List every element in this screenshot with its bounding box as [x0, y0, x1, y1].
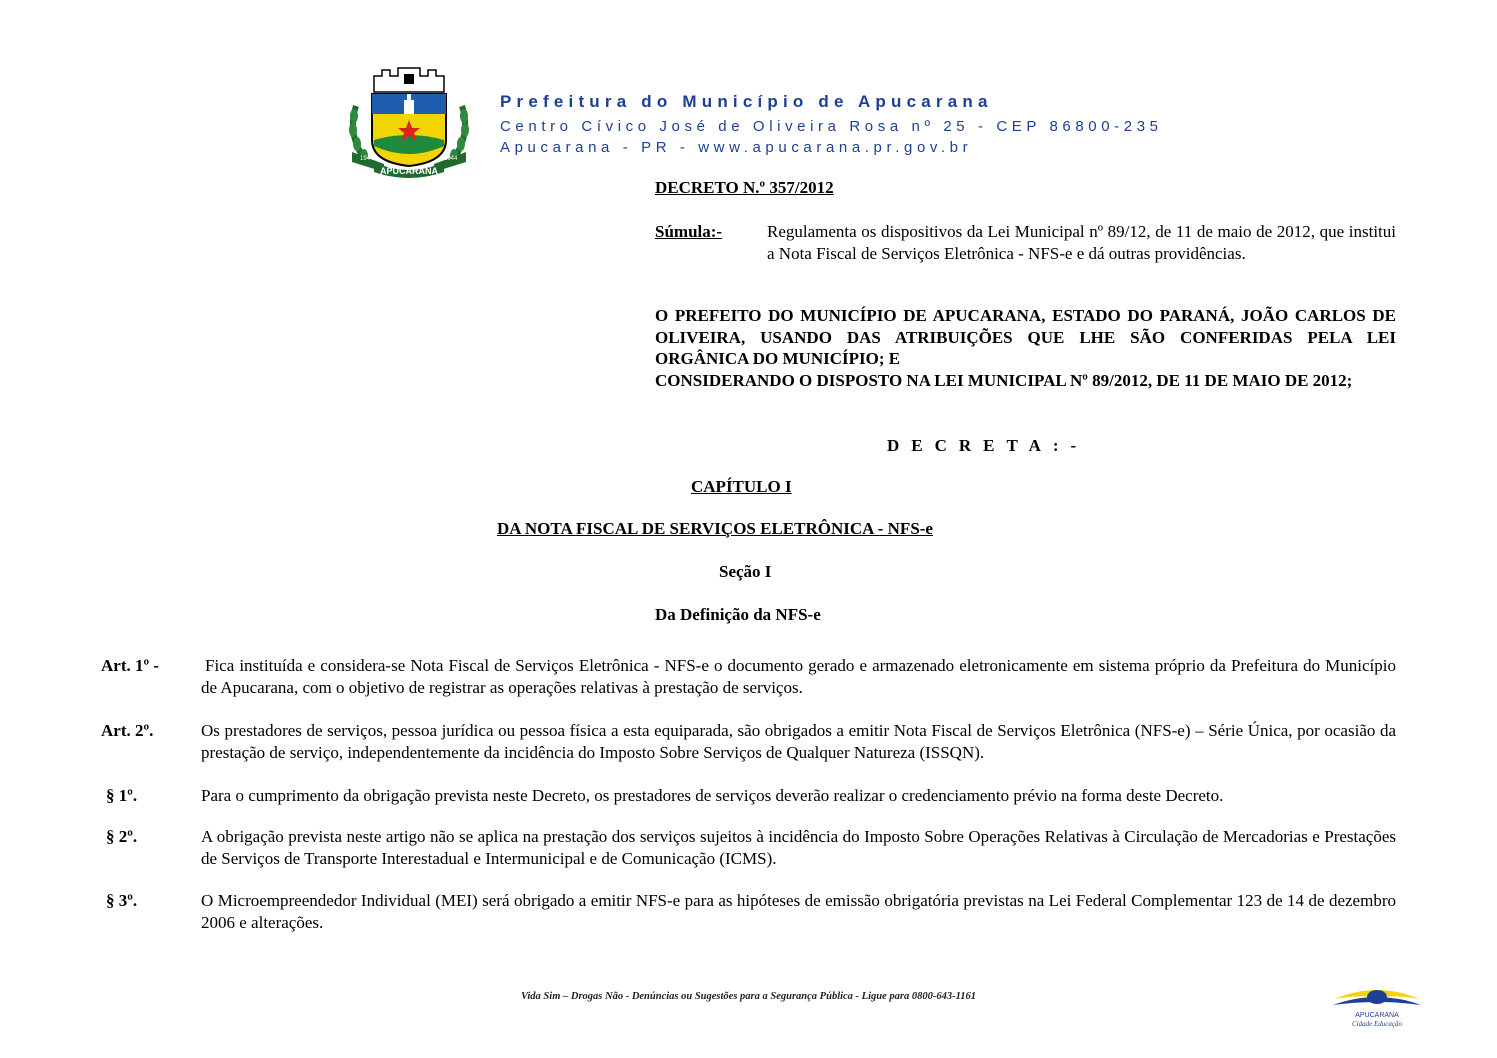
paragraph-2-text: A obrigação prevista neste artigo não se aplica na prestação dos serviços sujeitos à incidência do Imposto Sobre Operações Relativas à Circulação de Mercadorias e Prestações de Serviços de Transporte Interestadual e Intermunicipal e de Comunicação (ICMS).	[201, 827, 1396, 868]
paragraph-2-label: § 2º.	[106, 827, 138, 846]
paragraph-1-text: Para o cumprimento da obrigação prevista neste Decreto, os prestadores de serviços deverão realizar o credenciamento prévio na forma deste Decreto.	[201, 786, 1224, 805]
apucarana-city-logo	[1329, 985, 1425, 1029]
footer-logo-tagline: Cidade Educação	[1352, 1020, 1402, 1028]
article-2-label: Art. 2º.	[101, 721, 154, 740]
decree-title: DECRETO N.º 357/2012	[655, 178, 834, 197]
paragraph-3-text: O Microempreendedor Individual (MEI) será obrigado a emitir NFS-e para as hipóteses de emissão obrigatória previstas na Lei Federal Complementar 123 de 14 de dezembro 2006 e alterações.	[201, 891, 1396, 932]
footer-logo-name: APUCARANA	[1355, 1012, 1399, 1019]
preamble	[655, 305, 1396, 391]
municipal-crest-logo	[344, 66, 474, 178]
chapter-title: DA NOTA FISCAL DE SERVIÇOS ELETRÔNICA - NFS-e	[497, 519, 933, 538]
org-name: Prefeitura do Município de Apucarana	[500, 92, 993, 111]
paragraph-3-label: § 3º.	[106, 891, 138, 910]
sumula-label: Súmula:-	[655, 222, 723, 241]
org-location-website: Apucarana - PR - www.apucarana.pr.gov.br	[500, 139, 973, 156]
chapter-heading: CAPÍTULO I	[691, 477, 792, 496]
crest-city-name: APUCARANA	[380, 166, 438, 176]
section-heading: Seção I	[719, 562, 772, 581]
article-1-label: Art. 1º -	[101, 656, 160, 675]
org-address: Centro Cívico José de Oliveira Rosa nº 25 - CEP 86800-235	[500, 118, 1163, 135]
decreta-heading: DECRETA:-	[887, 436, 1089, 455]
section-title: Da Definição da NFS-e	[655, 605, 821, 624]
preamble-paragraph-2: CONSIDERANDO O DISPOSTO NA LEI MUNICIPAL Nº 89/2012, DE 11 DE MAIO DE 2012;	[655, 370, 1353, 390]
preamble-paragraph-1: O PREFEITO DO MUNICÍPIO DE APUCARANA, ESTADO DO PARANÁ, JOÃO CARLOS DE OLIVEIRA, USANDO DAS ATRIBUIÇÕES QUE LHE SÃO CONFERIDAS PELA LEI ORGÂNICA DO MUNICÍPIO; E	[655, 306, 1396, 368]
article-2-text: Os prestadores de serviços, pessoa jurídica ou pessoa física a esta equiparada, são obrigados a emitir Nota Fiscal de Serviços Eletrônica (NFS-e) – Série Única, por ocasião da prestação de serviço, independentemente da incidência do Imposto Sobre Serviços de Qualquer Natureza (ISSQN).	[201, 721, 1396, 762]
footer-hotline-text: Vida Sim – Drogas Não - Denúncias ou Sugestões para a Segurança Pública - Ligue para 0800-643-1161	[520, 991, 977, 1002]
crest-year-left: 1944	[360, 156, 374, 162]
crest-year-right: 1944	[444, 156, 458, 162]
article-1-text: Fica instituída e considera-se Nota Fiscal de Serviços Eletrônica - NFS-e o documento gerado e armazenado eletronicamente em sistema próprio da Prefeitura do Município de Apucarana, com o objetivo de registrar as operações relativas à prestação de serviços.	[201, 656, 1396, 697]
sumula-text: Regulamenta os dispositivos da Lei Municipal nº 89/12, de 11 de maio de 2012, que institui a Nota Fiscal de Serviços Eletrônica - NFS-e e dá outras providências.	[767, 222, 1396, 263]
paragraph-1-label: § 1º.	[106, 786, 138, 805]
